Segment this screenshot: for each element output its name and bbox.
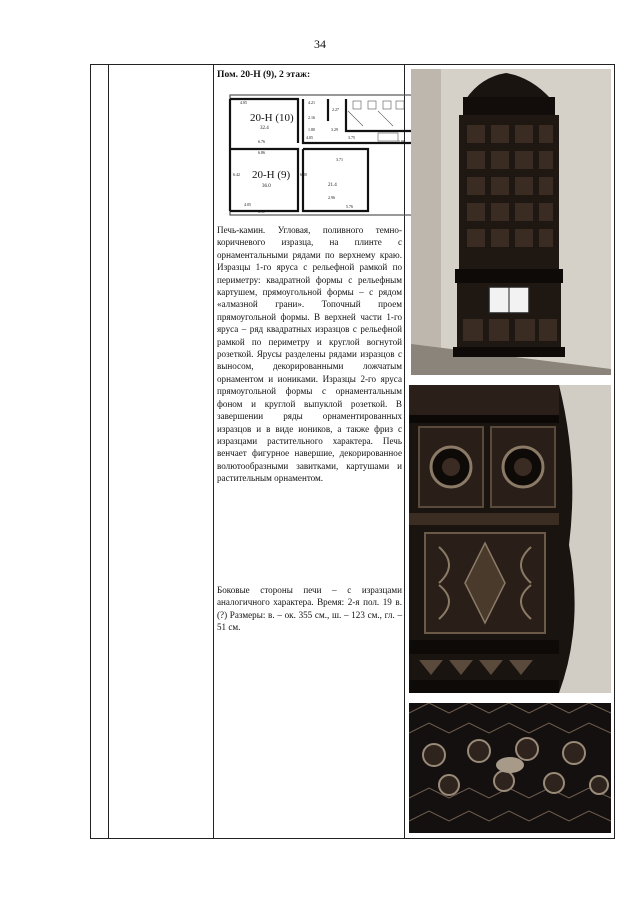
dimension-label: 4.21 <box>308 100 315 105</box>
room-label-upper: 20-Н (10) <box>250 112 294 124</box>
floor-plan <box>228 91 415 219</box>
table-column-divider <box>108 65 109 838</box>
stove-full-photo <box>411 69 611 375</box>
dimension-label: 6.20 <box>300 172 307 177</box>
dimension-label: 2.96 <box>328 195 335 200</box>
area-label: 36.0 <box>262 184 271 189</box>
dimension-label: 4.05 <box>240 100 247 105</box>
room-label-lower: 20-Н (9) <box>252 169 291 181</box>
dimension-label: 4.05 <box>244 202 251 207</box>
dimension-label: 6.86 <box>258 150 265 155</box>
stove-detail-photo <box>409 385 611 693</box>
stove-description: Печь-камин. Угловая, поливного темно-коричневого изразца, на плинте с орнаментальными рядами по верхнему краю. Изразцы 1-го яруса с рельефной рамкой по периметру: квадратной формы с рельефным картушем, прямоугольной формы – с рядом «алмазной грани». Топочный проем прямоугольной формы. В верхней части 1-го яруса – ряд квадратных изразцов с рельефной рамкой по периметру и круглой вогнутой розеткой. Ярусы разделены рядами изразцов с выносом, декорированными ложчатым орнаментом и иониками. Изразцы 2-го яруса прямоугольной формы с орнаментальным фоном и круглой выпуклой розеткой. В завершении ряды орнаментированных изразцов и в виде иоников, а также фриз с изразцами растительного характера. Печь венчает фигурное навершие, декорированное волютообразными завитками, картушами и растительным орнаментом. <box>217 225 402 484</box>
tiles-closeup-photo <box>409 703 611 833</box>
dimension-label: 3.71 <box>336 157 343 162</box>
dimension-label: 1.80 <box>308 127 315 132</box>
dimension-label: 3.75 <box>348 135 355 140</box>
area-label: 32.4 <box>260 126 269 131</box>
room-heading: Пом. 20-Н (9), 2 этаж: <box>217 69 311 80</box>
dimension-label: 3.29 <box>331 127 338 132</box>
dimension-label: 5.76 <box>346 204 353 209</box>
dimension-label: 6.11 <box>258 209 265 214</box>
document-table <box>90 64 615 839</box>
area-label: 21.4 <box>328 183 337 188</box>
stove-dimensions-description: Боковые стороны печи – с изразцами аналогичного характера. Время: 2-я пол. 19 в. (?) Размеры: в. – ок. 355 см., ш. – 123 см., гл. – 51 см. <box>217 585 402 633</box>
dimension-label: 6.42 <box>233 172 240 177</box>
table-column-divider <box>213 65 214 838</box>
dimension-label: 4.05 <box>306 135 313 140</box>
dimension-label: 2.16 <box>308 115 315 120</box>
page-number: 34 <box>314 37 326 51</box>
dimension-label: 6.76 <box>258 139 265 144</box>
dimension-label: 1.06 <box>398 139 405 144</box>
dimension-label: 2.27 <box>332 107 339 112</box>
